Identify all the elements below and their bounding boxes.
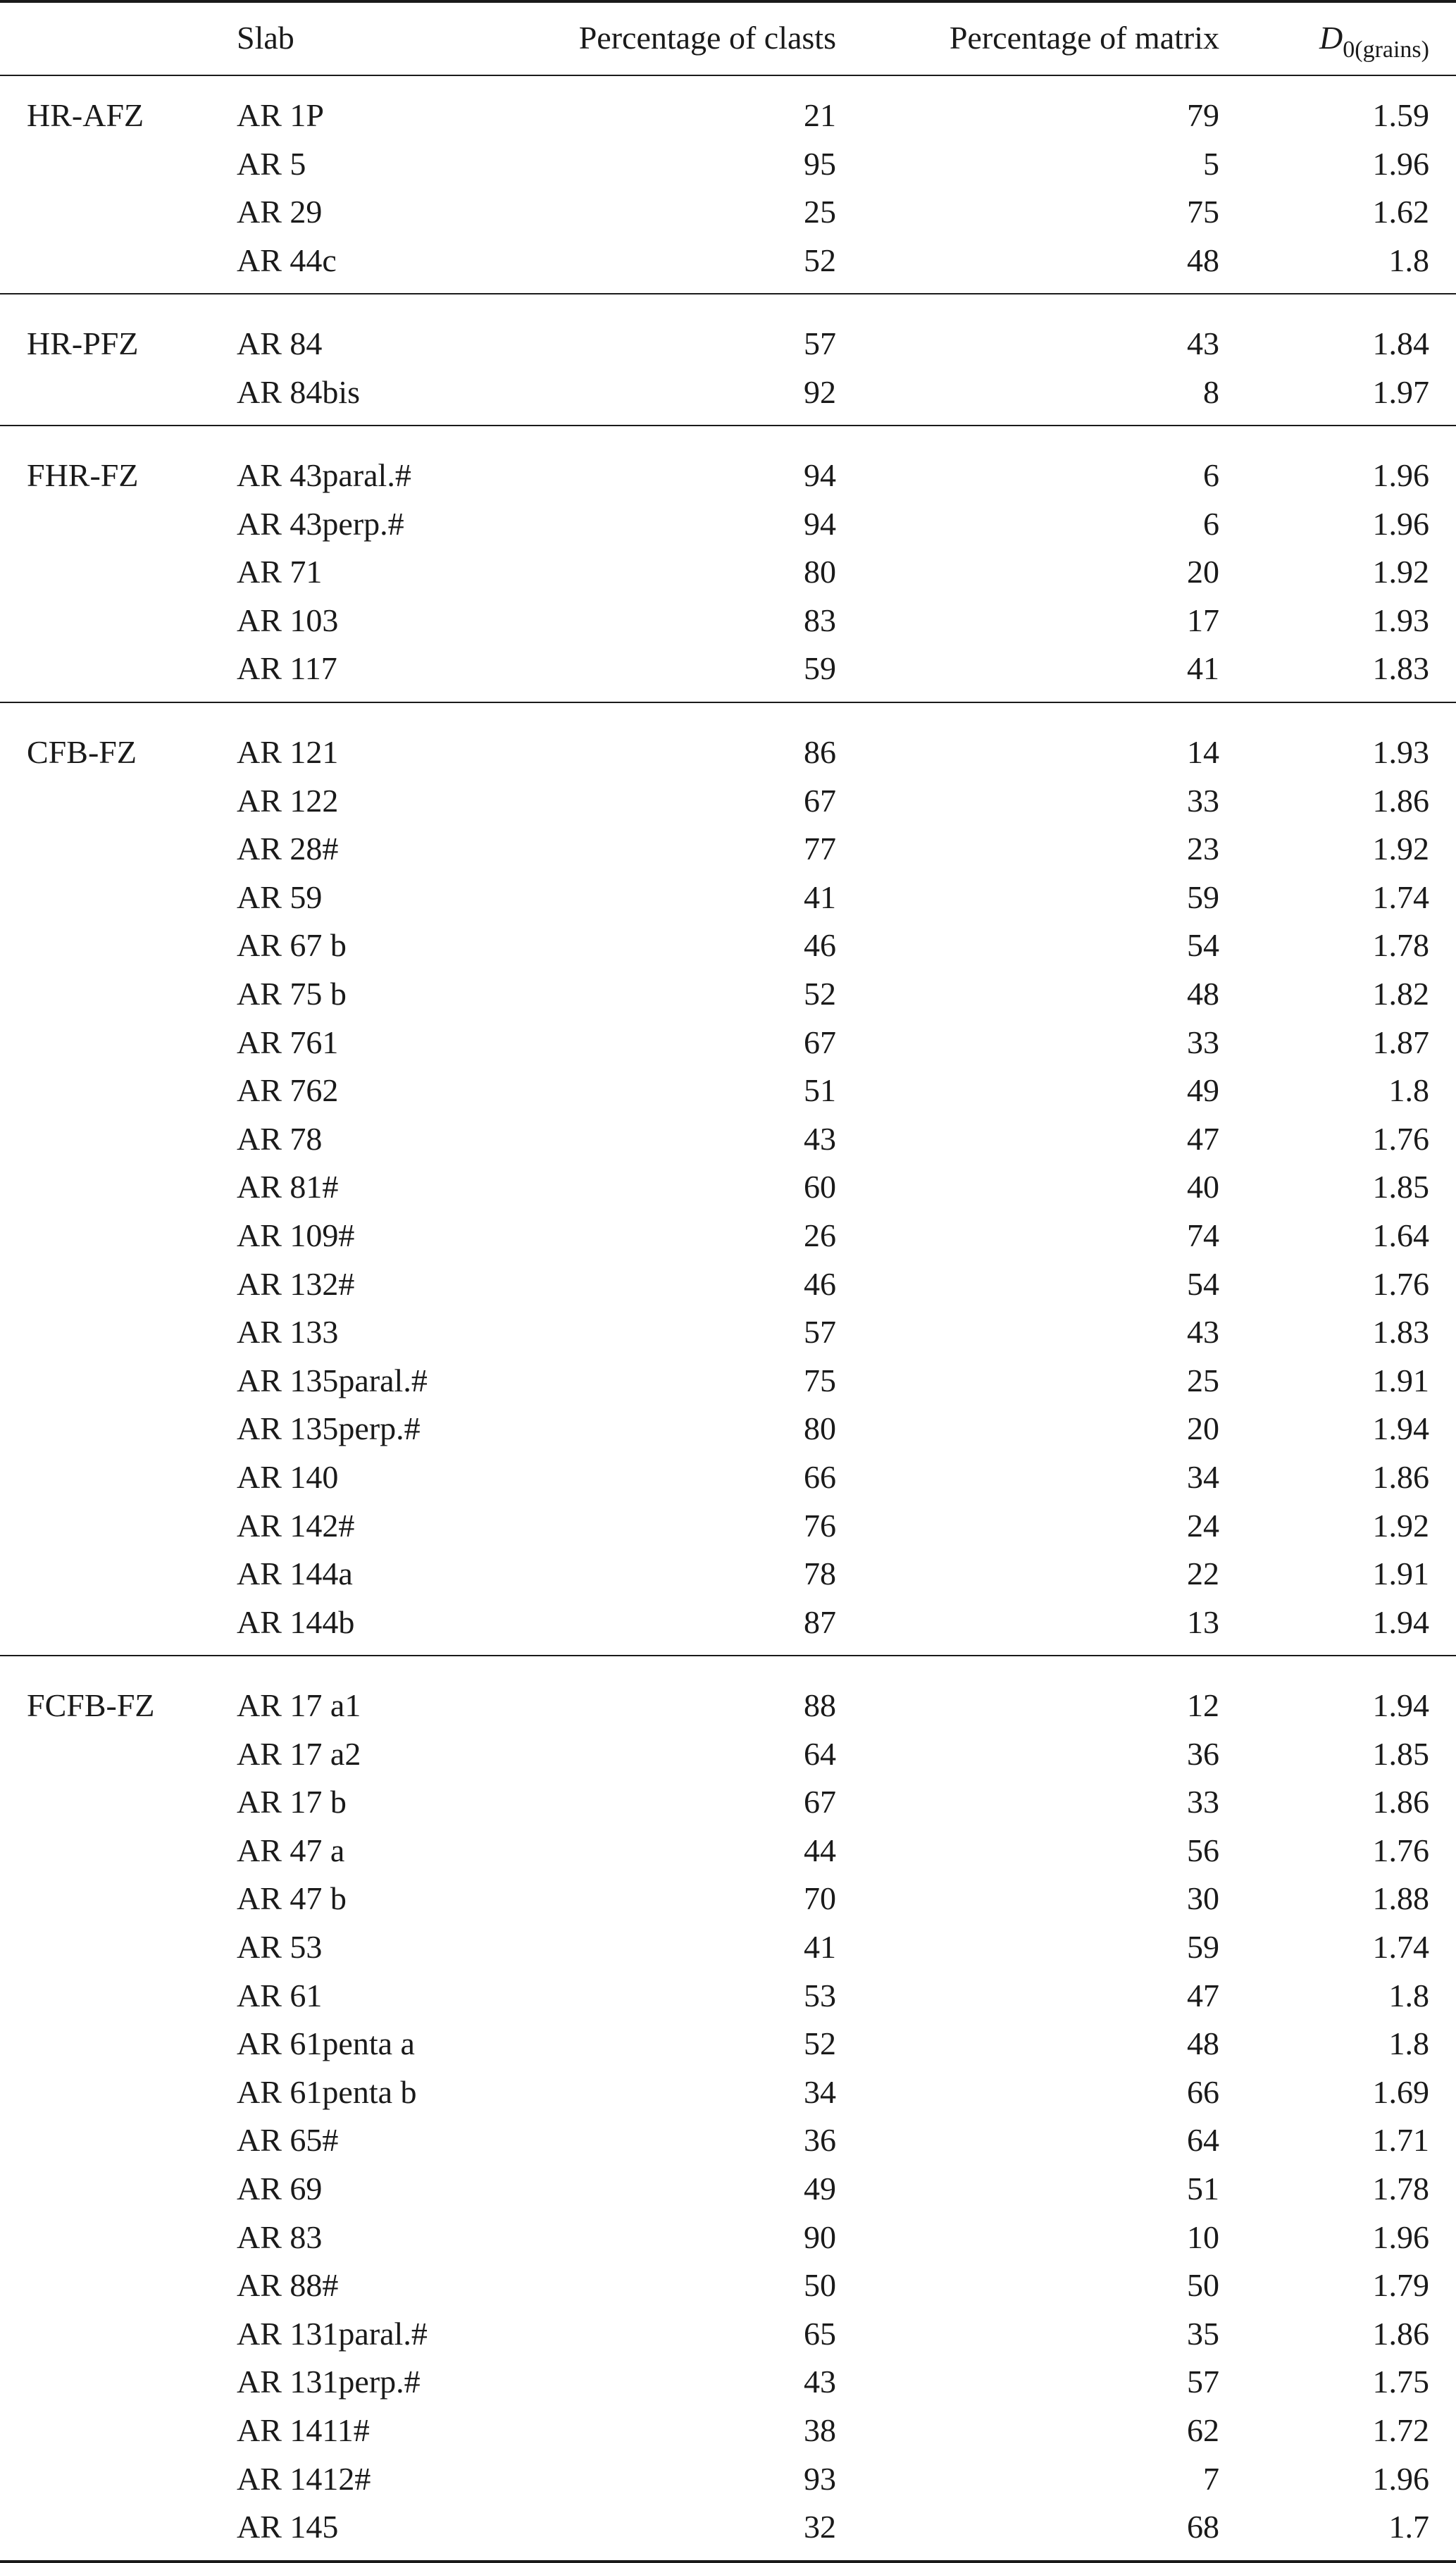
cell-d0: 1.85 <box>1372 1169 1429 1205</box>
cell-slab: AR 88# <box>237 2267 339 2303</box>
header-d0-main: D <box>1319 20 1343 56</box>
cell-matrix: 40 <box>1187 1169 1219 1205</box>
cell-matrix: 49 <box>1187 1072 1219 1108</box>
cell-d0: 1.86 <box>1372 2316 1429 2352</box>
cell-slab: AR 43paral.# <box>237 457 411 493</box>
cell-d0: 1.91 <box>1372 1556 1429 1591</box>
cell-slab: AR 75 b <box>237 976 347 1012</box>
cell-clasts: 64 <box>804 1736 836 1772</box>
group-label: FCFB-FZ <box>27 1687 155 1723</box>
cell-clasts: 41 <box>804 1929 836 1965</box>
cell-d0: 1.78 <box>1372 927 1429 963</box>
cell-clasts: 80 <box>804 554 836 590</box>
cell-matrix: 79 <box>1187 97 1219 133</box>
cell-clasts: 78 <box>804 1556 836 1591</box>
cell-d0: 1.94 <box>1372 1687 1429 1723</box>
cell-slab: AR 28# <box>237 831 339 867</box>
cell-clasts: 66 <box>804 1459 836 1495</box>
cell-slab: AR 44c <box>237 242 337 278</box>
cell-clasts: 46 <box>804 1266 836 1302</box>
cell-matrix: 35 <box>1187 2316 1219 2352</box>
cell-d0: 1.92 <box>1372 1508 1429 1544</box>
cell-d0: 1.94 <box>1372 1410 1429 1446</box>
cell-d0: 1.72 <box>1372 2412 1429 2448</box>
cell-matrix: 23 <box>1187 831 1219 867</box>
group-rule <box>0 702 1456 703</box>
cell-matrix: 7 <box>1203 2461 1219 2497</box>
cell-clasts: 94 <box>804 457 836 493</box>
cell-slab: AR 131perp.# <box>237 2364 421 2400</box>
group-rule <box>0 425 1456 426</box>
cell-clasts: 93 <box>804 2461 836 2497</box>
cell-matrix: 43 <box>1187 325 1219 361</box>
group-label: CFB-FZ <box>27 734 137 770</box>
cell-clasts: 52 <box>804 2025 836 2061</box>
cell-d0: 1.76 <box>1372 1121 1429 1157</box>
cell-clasts: 25 <box>804 194 836 230</box>
cell-clasts: 90 <box>804 2219 836 2255</box>
header-matrix: Percentage of matrix <box>949 20 1219 56</box>
cell-slab: AR 17 a2 <box>237 1736 361 1772</box>
cell-clasts: 60 <box>804 1169 836 1205</box>
cell-slab: AR 144a <box>237 1556 353 1591</box>
cell-d0: 1.83 <box>1372 650 1429 686</box>
cell-d0: 1.71 <box>1372 2122 1429 2158</box>
cell-clasts: 57 <box>804 1314 836 1350</box>
cell-matrix: 20 <box>1187 1410 1219 1446</box>
cell-clasts: 86 <box>804 734 836 770</box>
cell-clasts: 36 <box>804 2122 836 2158</box>
cell-matrix: 41 <box>1187 650 1219 686</box>
cell-clasts: 67 <box>804 1784 836 1820</box>
cell-d0: 1.8 <box>1388 1072 1429 1108</box>
cell-matrix: 48 <box>1187 242 1219 278</box>
header-rule <box>0 75 1456 76</box>
cell-d0: 1.86 <box>1372 783 1429 819</box>
cell-clasts: 76 <box>804 1508 836 1544</box>
cell-clasts: 92 <box>804 374 836 410</box>
cell-slab: AR 43perp.# <box>237 506 404 542</box>
cell-slab: AR 17 b <box>237 1784 347 1820</box>
cell-clasts: 77 <box>804 831 836 867</box>
cell-d0: 1.96 <box>1372 146 1429 182</box>
cell-slab: AR 47 b <box>237 1880 347 1916</box>
cell-clasts: 67 <box>804 1024 836 1060</box>
cell-clasts: 67 <box>804 783 836 819</box>
cell-matrix: 33 <box>1187 1784 1219 1820</box>
cell-matrix: 54 <box>1187 1266 1219 1302</box>
cell-d0: 1.92 <box>1372 554 1429 590</box>
cell-slab: AR 135paral.# <box>237 1363 428 1398</box>
cell-slab: AR 84 <box>237 325 323 361</box>
cell-clasts: 94 <box>804 506 836 542</box>
header-slab: Slab <box>237 20 294 56</box>
cell-slab: AR 131paral.# <box>237 2316 428 2352</box>
cell-slab: AR 59 <box>237 879 323 915</box>
cell-clasts: 21 <box>804 97 836 133</box>
group-rule <box>0 1655 1456 1656</box>
cell-d0: 1.62 <box>1372 194 1429 230</box>
cell-clasts: 34 <box>804 2074 836 2110</box>
cell-d0: 1.64 <box>1372 1217 1429 1253</box>
cell-clasts: 59 <box>804 650 836 686</box>
cell-slab: AR 135perp.# <box>237 1410 421 1446</box>
cell-matrix: 5 <box>1203 146 1219 182</box>
cell-d0: 1.76 <box>1372 1266 1429 1302</box>
cell-matrix: 8 <box>1203 374 1219 410</box>
cell-d0: 1.86 <box>1372 1784 1429 1820</box>
cell-matrix: 25 <box>1187 1363 1219 1398</box>
cell-matrix: 20 <box>1187 554 1219 590</box>
cell-matrix: 10 <box>1187 2219 1219 2255</box>
cell-d0: 1.96 <box>1372 2461 1429 2497</box>
group-label: HR-AFZ <box>27 97 144 133</box>
cell-clasts: 51 <box>804 1072 836 1108</box>
cell-slab: AR 144b <box>237 1604 355 1640</box>
cell-clasts: 52 <box>804 976 836 1012</box>
group-label: FHR-FZ <box>27 457 139 493</box>
cell-clasts: 80 <box>804 1410 836 1446</box>
cell-matrix: 66 <box>1187 2074 1219 2110</box>
cell-matrix: 6 <box>1203 457 1219 493</box>
cell-slab: AR 109# <box>237 1217 355 1253</box>
cell-clasts: 46 <box>804 927 836 963</box>
cell-slab: AR 78 <box>237 1121 323 1157</box>
cell-d0: 1.74 <box>1372 879 1429 915</box>
cell-slab: AR 133 <box>237 1314 339 1350</box>
cell-matrix: 50 <box>1187 2267 1219 2303</box>
cell-matrix: 24 <box>1187 1508 1219 1544</box>
cell-d0: 1.91 <box>1372 1363 1429 1398</box>
cell-slab: AR 17 a1 <box>237 1687 361 1723</box>
cell-clasts: 44 <box>804 1832 836 1868</box>
cell-matrix: 48 <box>1187 976 1219 1012</box>
cell-clasts: 43 <box>804 1121 836 1157</box>
cell-slab: AR 117 <box>237 650 337 686</box>
cell-clasts: 43 <box>804 2364 836 2400</box>
cell-d0: 1.84 <box>1372 325 1429 361</box>
cell-slab: AR 65# <box>237 2122 339 2158</box>
cell-d0: 1.79 <box>1372 2267 1429 2303</box>
cell-clasts: 88 <box>804 1687 836 1723</box>
cell-clasts: 65 <box>804 2316 836 2352</box>
cell-slab: AR 47 a <box>237 1832 345 1868</box>
cell-slab: AR 81# <box>237 1169 339 1205</box>
cell-slab: AR 140 <box>237 1459 339 1495</box>
header-d0-sub: 0(grains) <box>1343 37 1429 63</box>
cell-clasts: 83 <box>804 602 836 638</box>
cell-slab: AR 29 <box>237 194 323 230</box>
cell-matrix: 59 <box>1187 879 1219 915</box>
cell-slab: AR 145 <box>237 2509 339 2545</box>
cell-matrix: 34 <box>1187 1459 1219 1495</box>
cell-matrix: 33 <box>1187 783 1219 819</box>
cell-d0: 1.8 <box>1388 2025 1429 2061</box>
cell-d0: 1.8 <box>1388 242 1429 278</box>
cell-matrix: 51 <box>1187 2171 1219 2207</box>
cell-clasts: 57 <box>804 325 836 361</box>
cell-d0: 1.87 <box>1372 1024 1429 1060</box>
cell-matrix: 59 <box>1187 1929 1219 1965</box>
cell-clasts: 50 <box>804 2267 836 2303</box>
cell-d0: 1.83 <box>1372 1314 1429 1350</box>
cell-slab: AR 121 <box>237 734 339 770</box>
cell-clasts: 32 <box>804 2509 836 2545</box>
cell-clasts: 41 <box>804 879 836 915</box>
top-rule <box>0 0 1456 3</box>
cell-d0: 1.97 <box>1372 374 1429 410</box>
cell-d0: 1.76 <box>1372 1832 1429 1868</box>
cell-matrix: 33 <box>1187 1024 1219 1060</box>
cell-clasts: 49 <box>804 2171 836 2207</box>
cell-d0: 1.59 <box>1372 97 1429 133</box>
cell-clasts: 26 <box>804 1217 836 1253</box>
cell-matrix: 48 <box>1187 2025 1219 2061</box>
cell-d0: 1.75 <box>1372 2364 1429 2400</box>
group-label: HR-PFZ <box>27 325 139 361</box>
header-d0 <box>1319 14 1429 62</box>
cell-d0: 1.93 <box>1372 734 1429 770</box>
cell-matrix: 13 <box>1187 1604 1219 1640</box>
cell-slab: AR 61penta b <box>237 2074 417 2110</box>
cell-clasts: 87 <box>804 1604 836 1640</box>
cell-slab: AR 1412# <box>237 2461 371 2497</box>
cell-d0: 1.96 <box>1372 457 1429 493</box>
cell-d0: 1.7 <box>1388 2509 1429 2545</box>
cell-d0: 1.85 <box>1372 1736 1429 1772</box>
cell-matrix: 75 <box>1187 194 1219 230</box>
cell-d0: 1.74 <box>1372 1929 1429 1965</box>
cell-clasts: 95 <box>804 146 836 182</box>
cell-matrix: 36 <box>1187 1736 1219 1772</box>
cell-slab: AR 103 <box>237 602 339 638</box>
cell-clasts: 70 <box>804 1880 836 1916</box>
cell-d0: 1.92 <box>1372 831 1429 867</box>
cell-matrix: 54 <box>1187 927 1219 963</box>
cell-matrix: 6 <box>1203 506 1219 542</box>
cell-clasts: 38 <box>804 2412 836 2448</box>
cell-matrix: 62 <box>1187 2412 1219 2448</box>
cell-slab: AR 762 <box>237 1072 339 1108</box>
cell-slab: AR 61 <box>237 1978 323 2013</box>
cell-slab: AR 71 <box>237 554 323 590</box>
cell-matrix: 14 <box>1187 734 1219 770</box>
cell-d0: 1.86 <box>1372 1459 1429 1495</box>
cell-d0: 1.78 <box>1372 2171 1429 2207</box>
cell-slab: AR 84bis <box>237 374 361 410</box>
cell-d0: 1.93 <box>1372 602 1429 638</box>
cell-matrix: 47 <box>1187 1121 1219 1157</box>
cell-matrix: 74 <box>1187 1217 1219 1253</box>
cell-slab: AR 761 <box>237 1024 339 1060</box>
cell-matrix: 43 <box>1187 1314 1219 1350</box>
cell-slab: AR 69 <box>237 2171 323 2207</box>
bottom-rule <box>0 2560 1456 2563</box>
cell-slab: AR 132# <box>237 1266 355 1302</box>
cell-d0: 1.96 <box>1372 2219 1429 2255</box>
header-clasts: Percentage of clasts <box>578 20 836 56</box>
cell-matrix: 57 <box>1187 2364 1219 2400</box>
cell-d0: 1.88 <box>1372 1880 1429 1916</box>
cell-matrix: 30 <box>1187 1880 1219 1916</box>
cell-clasts: 53 <box>804 1978 836 2013</box>
cell-matrix: 47 <box>1187 1978 1219 2013</box>
cell-clasts: 75 <box>804 1363 836 1398</box>
cell-matrix: 68 <box>1187 2509 1219 2545</box>
cell-slab: AR 142# <box>237 1508 355 1544</box>
cell-matrix: 56 <box>1187 1832 1219 1868</box>
cell-slab: AR 1P <box>237 97 324 133</box>
cell-d0: 1.94 <box>1372 1604 1429 1640</box>
cell-matrix: 12 <box>1187 1687 1219 1723</box>
cell-d0: 1.69 <box>1372 2074 1429 2110</box>
cell-d0: 1.96 <box>1372 506 1429 542</box>
group-rule <box>0 293 1456 294</box>
cell-slab: AR 5 <box>237 146 306 182</box>
cell-matrix: 64 <box>1187 2122 1219 2158</box>
cell-matrix: 22 <box>1187 1556 1219 1591</box>
cell-slab: AR 53 <box>237 1929 323 1965</box>
cell-slab: AR 122 <box>237 783 339 819</box>
cell-slab: AR 83 <box>237 2219 323 2255</box>
cell-d0: 1.82 <box>1372 976 1429 1012</box>
cell-matrix: 17 <box>1187 602 1219 638</box>
cell-slab: AR 61penta a <box>237 2025 415 2061</box>
cell-d0: 1.8 <box>1388 1978 1429 2013</box>
cell-clasts: 52 <box>804 242 836 278</box>
cell-slab: AR 1411# <box>237 2412 370 2448</box>
cell-slab: AR 67 b <box>237 927 347 963</box>
